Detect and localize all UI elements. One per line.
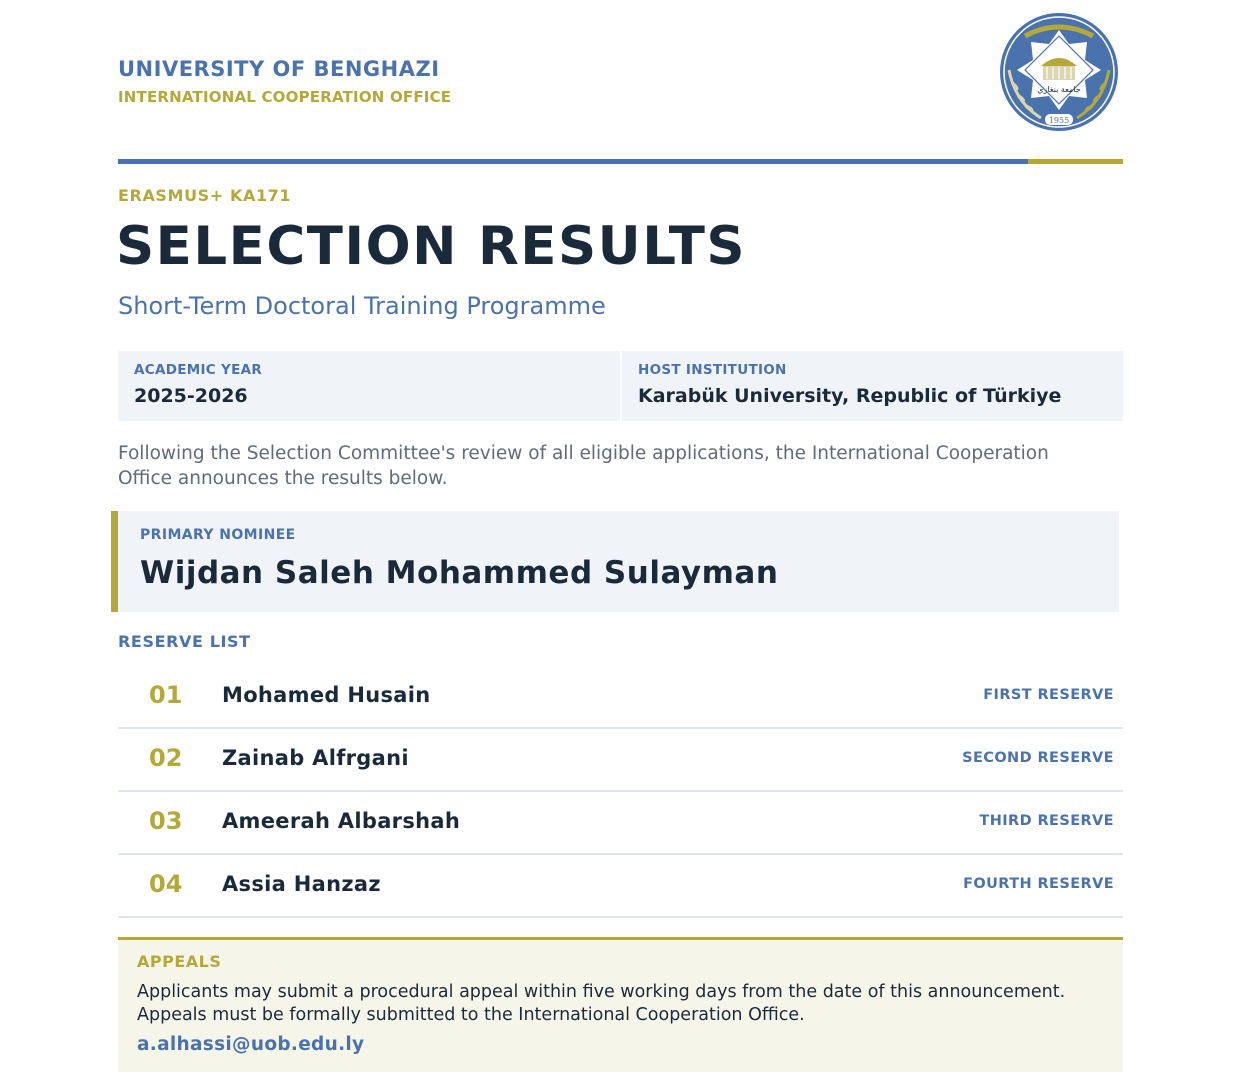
appeals-email-link[interactable]: a.alhassi@uob.edu.ly [137,1034,365,1055]
reserve-name: Zainab Alfrgani [222,746,409,770]
reserve-rank: FIRST RESERVE [983,687,1114,703]
info-panel [118,351,1123,421]
seal-arabic-name: جامعة بنغازي [1037,85,1081,94]
host-institution-value: Karabük University, Republic of Türkiye [638,385,1062,407]
seal-year: 1955 [1048,116,1070,125]
intro-paragraph: Following the Selection Committee's review of all eligible applications, the International Cooperation Office announces the results below. [118,443,1049,489]
appeals-title: APPEALS [137,952,222,971]
header-rule-blue [118,159,1028,164]
reserve-name: Assia Hanzaz [222,872,381,896]
list-item [118,729,1123,792]
reserve-rank: THIRD RESERVE [979,813,1114,829]
page-title: SELECTION RESULTS [116,216,747,277]
primary-nominee-card [111,511,1119,612]
reserve-name: Ameerah Albarshah [222,809,461,833]
appeals-box [118,937,1123,1072]
reserve-number: 01 [149,681,183,709]
reserve-number: 04 [149,870,183,898]
org-name: UNIVERSITY OF BENGHAZI [118,57,440,81]
appeals-text: Applicants may submit a procedural appeal within five working days from the date of this announcement. Appeals must be formally submitted to the International Cooperation Office. [137,982,1066,1025]
reserve-number: 02 [149,744,183,772]
university-seal-logo [997,10,1121,134]
academic-year-value: 2025-2026 [134,385,248,407]
reserve-rank: FOURTH RESERVE [963,876,1114,892]
reserve-rank: SECOND RESERVE [962,750,1114,766]
programme-tag: ERASMUS+ KA171 [118,186,292,205]
academic-year-label: ACADEMIC YEAR [134,362,263,378]
header-rule-gold [1028,159,1123,164]
nominee-name: Wijdan Saleh Mohammed Sulayman [140,555,779,591]
org-subtitle: INTERNATIONAL COOPERATION OFFICE [118,88,452,106]
reserve-list-heading: RESERVE LIST [118,632,251,651]
reserve-list [118,666,1123,918]
page-subtitle: Short-Term Doctoral Training Programme [118,292,606,320]
nominee-label: PRIMARY NOMINEE [140,527,296,543]
list-item [118,855,1123,918]
host-institution-cell [622,351,1123,421]
reserve-number: 03 [149,807,183,835]
academic-year-cell [118,351,620,421]
list-item [118,666,1123,729]
reserve-name: Mohamed Husain [222,683,431,707]
host-institution-label: HOST INSTITUTION [638,362,787,378]
nominee-accent-bar [111,511,118,612]
list-item [118,792,1123,855]
